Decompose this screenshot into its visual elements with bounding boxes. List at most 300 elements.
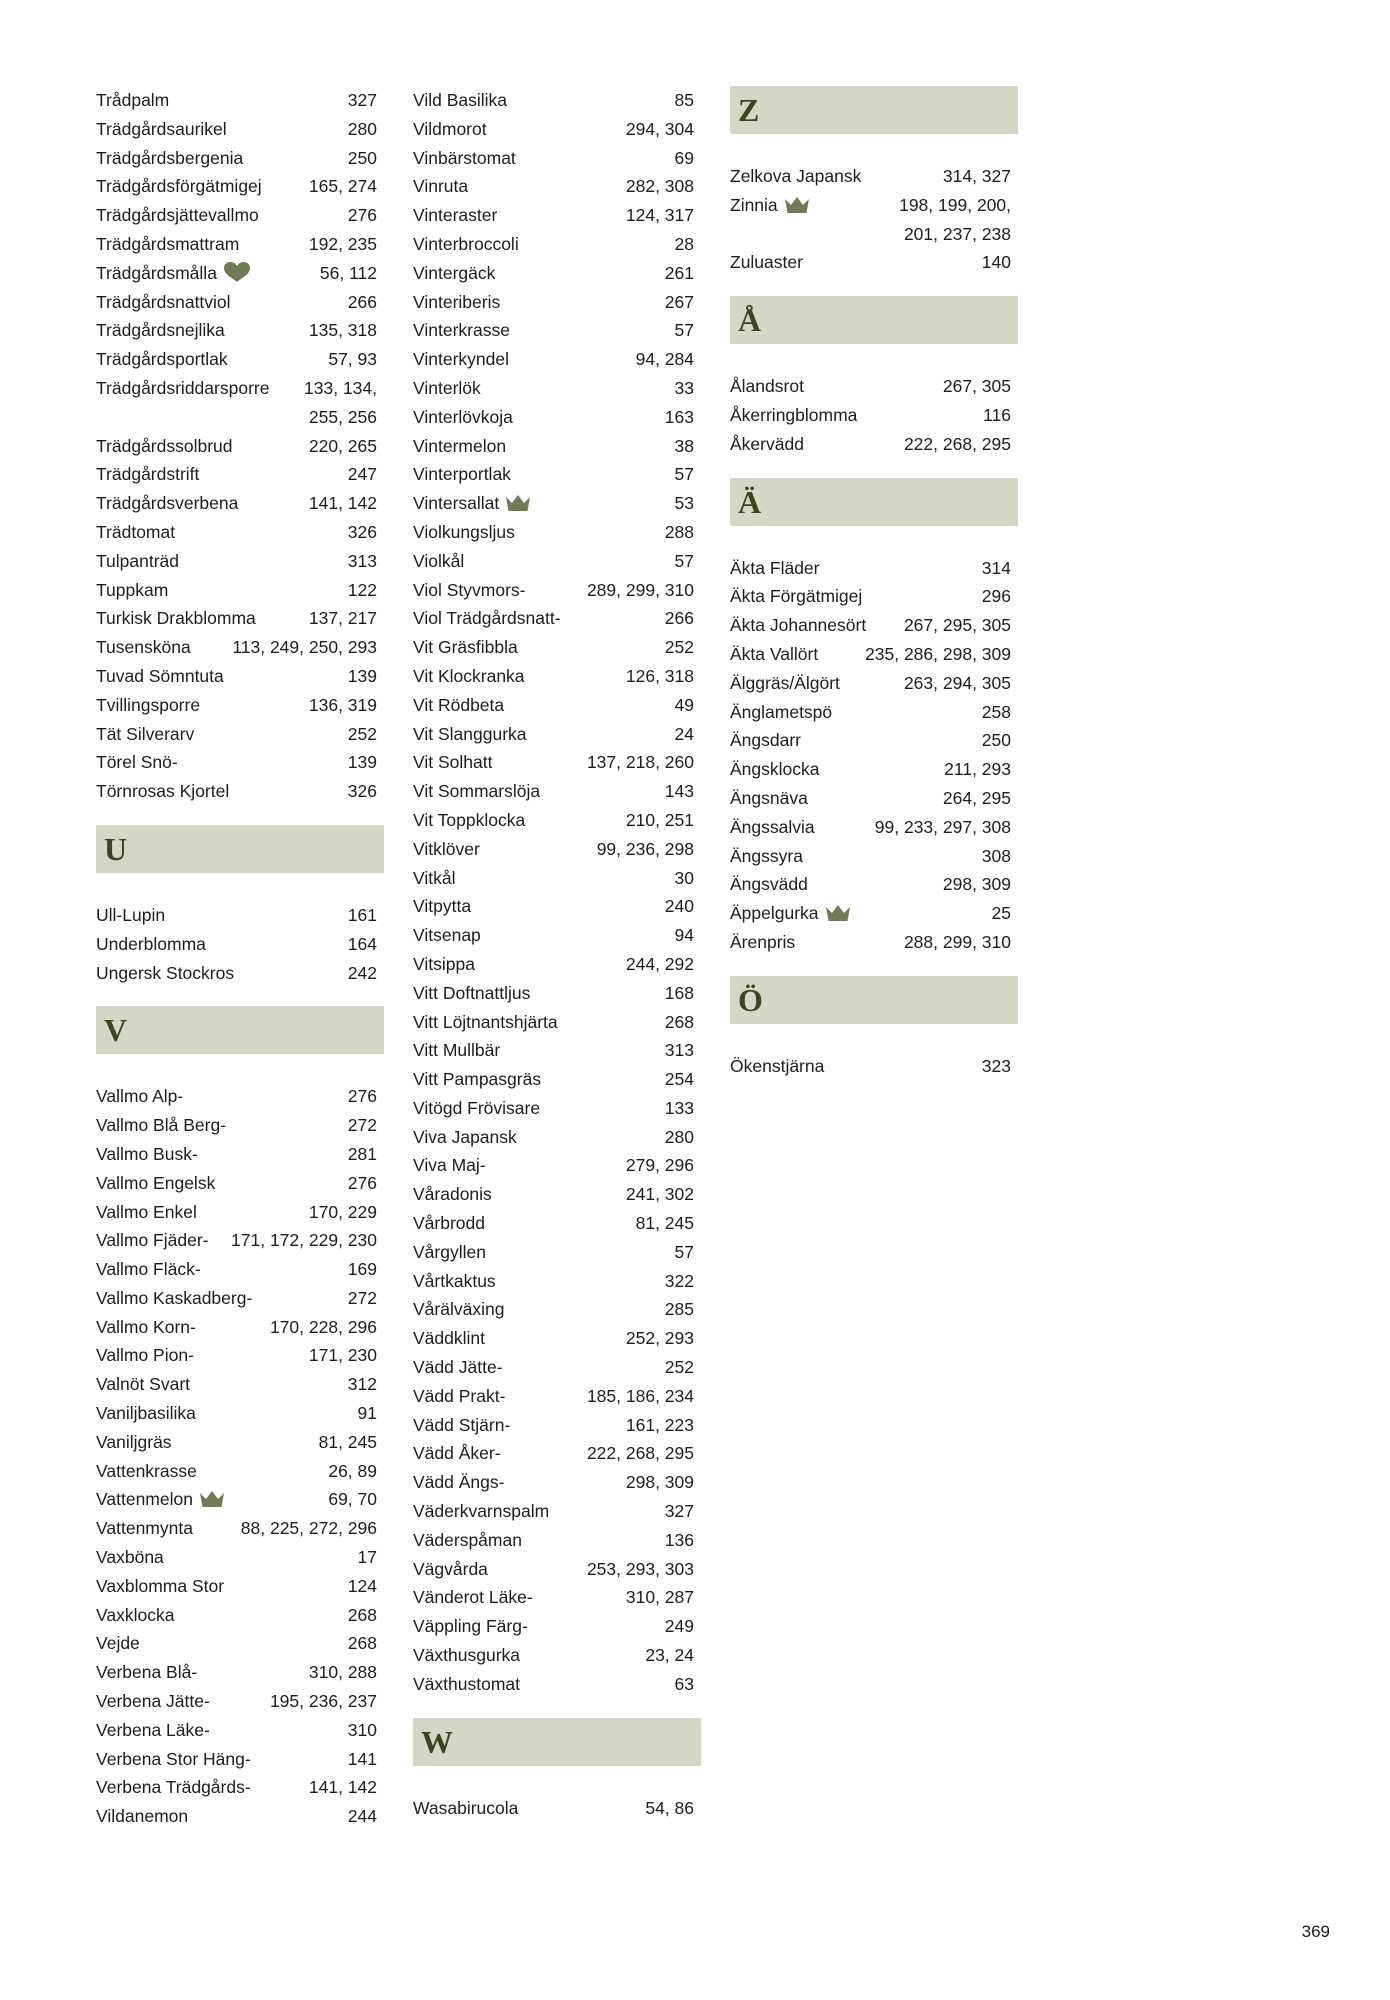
entry-pages: 69, 70 [328, 1489, 377, 1510]
index-entry [413, 1497, 701, 1526]
entry-pages: 253, 293, 303 [586, 1558, 694, 1579]
entry-pages: 268 [664, 1011, 694, 1032]
entry-name-text: Vädd Åker- [413, 1443, 501, 1464]
index-entry [413, 432, 701, 461]
entry-name [96, 547, 179, 576]
entry-name-text: Vallmo Alp- [96, 1086, 184, 1107]
entry-name-text: Vädd Stjärn- [413, 1414, 511, 1435]
index-entry [96, 230, 384, 259]
entry-pages: 268 [347, 1633, 377, 1654]
entry-name-text: Åkerringblomma [730, 404, 858, 425]
entry-pages: 141, 142 [308, 493, 377, 514]
entry-pages: 280 [664, 1126, 694, 1147]
index-entry [413, 1670, 701, 1699]
entry-name [413, 1267, 496, 1296]
entry-name [413, 1065, 541, 1094]
index-entry [413, 691, 701, 720]
entry-name [96, 259, 251, 288]
entry-name [96, 1313, 196, 1342]
entry-pages: 241, 302 [625, 1184, 694, 1205]
entry-pages: 280 [347, 118, 377, 139]
entry-pages: 261 [664, 262, 694, 283]
entry-name-text: Änglametspö [730, 701, 833, 722]
entry-name [413, 691, 504, 720]
entry-pages: 314, 327 [942, 166, 1011, 186]
entry-pages: 249 [664, 1616, 694, 1637]
index-column-3 [730, 86, 1018, 1081]
entry-name [413, 1468, 504, 1497]
index-entry [413, 1411, 701, 1440]
entry-pages: 310 [347, 1719, 377, 1740]
entry-name-text: Vintersallat [413, 493, 500, 514]
entry-name [413, 1526, 522, 1555]
index-entry [96, 777, 384, 806]
index-entry [96, 1802, 384, 1831]
index-entry [413, 201, 701, 230]
entry-name-text: Turkisk Drakblomma [96, 608, 256, 629]
entry-name-text: Tusensköna [96, 637, 191, 658]
index-entry [96, 930, 384, 959]
entry-name-text: Vintermelon [413, 435, 507, 456]
entry-name-text: Tulpanträd [96, 550, 180, 571]
entry-name [413, 748, 492, 777]
entry-name [413, 921, 481, 950]
entry-name-text: Viva Maj- [413, 1155, 486, 1176]
entry-name-text: Ängsklocka [730, 759, 820, 780]
entry-name [730, 755, 820, 784]
entry-name [96, 959, 234, 988]
index-entry [96, 518, 384, 547]
index-column-1 [96, 86, 384, 1831]
index-entry [413, 86, 701, 115]
index-entry [413, 1180, 701, 1209]
entry-name-text: Trädgårdsmattram [96, 233, 240, 254]
entry-pages: 288, 299, 310 [903, 931, 1011, 952]
entry-name [413, 950, 475, 979]
index-entry [730, 669, 1018, 698]
entry-name [96, 1255, 201, 1284]
entry-pages: 185, 186, 234 [586, 1385, 694, 1406]
entry-name-text: Vallmo Kaskadberg- [96, 1287, 253, 1308]
entry-name [413, 547, 464, 576]
entry-pages: 170, 229 [308, 1201, 377, 1222]
index-entry [413, 1353, 701, 1382]
entry-pages: 57 [674, 1241, 694, 1262]
entry-name-text: Tät Silverarv [96, 723, 195, 744]
entry-name [96, 288, 231, 317]
index-entry [96, 172, 384, 201]
entry-name-text: Vinterlövkoja [413, 406, 513, 427]
index-entry [96, 1140, 384, 1169]
index-entry [413, 1094, 701, 1123]
entry-pages: 135, 318 [308, 320, 377, 341]
entry-name-text: Vädd Jätte- [413, 1357, 503, 1378]
entry-name [413, 604, 561, 633]
entry-name-text: Äkta Vallört [730, 643, 819, 664]
index-entry [413, 835, 701, 864]
entry-pages: 53 [674, 493, 694, 514]
entry-name [413, 1583, 533, 1612]
entry-pages: 54, 86 [645, 1797, 694, 1818]
entry-pages: 308 [981, 845, 1011, 866]
entry-pages: 296 [981, 586, 1011, 607]
entry-name-text: Ängsdarr [730, 730, 802, 751]
entry-name [730, 248, 803, 277]
index-entry [413, 1583, 701, 1612]
entry-pages: 326 [347, 781, 377, 802]
entry-pages: 168 [664, 982, 694, 1003]
entry-name-text: Väppling Färg- [413, 1616, 528, 1637]
entry-pages: 327 [347, 90, 377, 110]
entry-name [413, 1411, 510, 1440]
entry-pages: 30 [674, 867, 694, 888]
index-entry [96, 1485, 384, 1514]
entry-name-text: Vinterportlak [413, 464, 511, 485]
entry-name-text: Vårälväxing [413, 1299, 505, 1320]
index-entry [413, 1555, 701, 1584]
entry-name [730, 191, 810, 220]
entry-name [730, 842, 803, 871]
index-entry [730, 899, 1018, 928]
entry-pages: 323 [981, 1055, 1011, 1076]
entry-name [96, 1226, 209, 1255]
entry-name-text: Trädgårdsförgätmigej [96, 176, 262, 197]
entry-name-text: Trädgårdssolbrud [96, 435, 233, 456]
index-entry [96, 316, 384, 345]
index-entry [96, 288, 384, 317]
entry-name [96, 115, 227, 144]
index-entry [96, 144, 384, 173]
index-entry [413, 576, 701, 605]
crown-icon [825, 904, 851, 922]
entry-pages: 25 [991, 903, 1011, 924]
index-entry [413, 748, 701, 777]
entry-name-text: Vattenkrasse [96, 1460, 197, 1481]
entry-pages: 161 [347, 904, 377, 925]
entry-pages: 57 [674, 320, 694, 341]
entry-pages: 267, 295, 305 [903, 615, 1011, 636]
entry-pages: 124, 317 [625, 205, 694, 226]
entry-name [413, 662, 525, 691]
index-entry [96, 633, 384, 662]
entry-name [96, 720, 194, 749]
entry-name [96, 144, 243, 173]
entry-name-text: Växthustomat [413, 1673, 520, 1694]
entry-name-text: Trädgårdsmålla [96, 262, 217, 283]
entry-name-text: Ängssyra [730, 845, 803, 866]
entry-pages: 266 [664, 608, 694, 629]
entry-pages: 17 [357, 1547, 377, 1568]
entry-name-text: Växthusgurka [413, 1645, 521, 1666]
index-entry [96, 259, 384, 288]
entry-name [96, 1169, 215, 1198]
entry-pages: 26, 89 [328, 1460, 377, 1481]
entry-name [413, 316, 510, 345]
entry-pages: 310, 287 [625, 1587, 694, 1608]
index-entry [413, 806, 701, 835]
entry-pages: 242 [347, 962, 377, 983]
entry-name-text: Ängsvädd [730, 874, 808, 895]
entry-pages: 143 [664, 781, 694, 802]
entry-name [96, 518, 175, 547]
index-entry [96, 959, 384, 988]
entry-name [413, 777, 540, 806]
entry-name-text: Ärenpris [730, 931, 796, 952]
entry-name [413, 864, 455, 893]
index-entry [96, 432, 384, 461]
entry-name [730, 401, 857, 430]
entry-pages: 250 [981, 730, 1011, 751]
entry-pages: 276 [347, 1086, 377, 1107]
index-entry [413, 1238, 701, 1267]
entry-name-text: Vildmorot [413, 118, 487, 139]
index-entry [413, 403, 701, 432]
entry-name-text: Vit Sommarslöja [413, 781, 541, 802]
entry-pages: 63 [674, 1673, 694, 1694]
section-header-letter: Å [730, 296, 1018, 344]
entry-pages: 137, 217 [308, 608, 377, 629]
index-entry [730, 611, 1018, 640]
index-entry [96, 1601, 384, 1630]
crown-icon [199, 1490, 225, 1508]
index-entry [96, 1629, 384, 1658]
index-entry [413, 1123, 701, 1152]
entry-name-text: Vitsenap [413, 925, 481, 946]
entry-pages: 140 [981, 252, 1011, 273]
entry-name [96, 1399, 196, 1428]
entry-name-text: Vänderot Läke- [413, 1587, 533, 1608]
entry-name-text: Väddklint [413, 1328, 485, 1349]
entry-name [413, 230, 519, 259]
entry-pages: 165, 274 [308, 176, 377, 197]
entry-name [96, 86, 169, 115]
entry-name-text: Trädgårdsnejlika [96, 320, 225, 341]
entry-pages: 139 [347, 665, 377, 686]
entry-pages: 244, 292 [625, 953, 694, 974]
entry-name [96, 230, 239, 259]
entry-pages: 222, 268, 295 [586, 1443, 694, 1464]
index-entry [413, 1526, 701, 1555]
entry-name-text: Vaniljgräs [96, 1431, 172, 1452]
index-entry [96, 1370, 384, 1399]
entry-name [96, 1140, 198, 1169]
entry-name-text: Violkungsljus [413, 521, 515, 542]
index-entry [96, 662, 384, 691]
index-entry [413, 144, 701, 173]
index-entry [96, 1687, 384, 1716]
entry-name [413, 1209, 485, 1238]
entry-name [413, 288, 500, 317]
entry-name [96, 489, 238, 518]
entry-name-text: Väderkvarnspalm [413, 1501, 550, 1522]
entry-name-text: Trädgårdstrift [96, 464, 200, 485]
entry-name [413, 633, 518, 662]
entry-name [96, 1457, 197, 1486]
index-entry [413, 518, 701, 547]
entry-pages: 85 [674, 90, 694, 110]
index-entry [413, 1382, 701, 1411]
entry-name-text: Vildanemon [96, 1806, 189, 1827]
index-entry [730, 582, 1018, 611]
entry-name-text: Underblomma [96, 933, 206, 954]
entry-pages: 263, 294, 305 [903, 672, 1011, 693]
section-header-letter: Z [730, 86, 1018, 134]
entry-name-text: Vaxböna [96, 1547, 164, 1568]
index-entry [413, 892, 701, 921]
index-entry [413, 921, 701, 950]
entry-name [730, 669, 840, 698]
index-entry [96, 1773, 384, 1802]
section-header-letter: V [96, 1006, 384, 1054]
entry-name [96, 374, 269, 403]
entry-name [730, 928, 795, 957]
entry-name-text: Ålandsrot [730, 376, 804, 397]
index-entry [730, 248, 1018, 277]
entry-pages: 298, 309 [625, 1472, 694, 1493]
index-entry [730, 870, 1018, 899]
entry-name [413, 892, 471, 921]
entry-name [96, 172, 262, 201]
entry-name-text: Vit Klockranka [413, 665, 525, 686]
index-entry [413, 316, 701, 345]
index-entry [96, 489, 384, 518]
entry-pages: 171, 172, 229, 230 [231, 1230, 377, 1251]
entry-name-text: Vitpytta [413, 896, 472, 917]
entry-name-text: Vinruta [413, 176, 469, 197]
entry-name-text: Verbena Jätte- [96, 1691, 210, 1712]
entry-name-text: Vattenmelon [96, 1489, 193, 1510]
entry-name-text: Trädgårdsjättevallmo [96, 205, 259, 226]
entry-pages: 252 [664, 1357, 694, 1378]
entry-pages: 298, 309 [942, 874, 1011, 895]
entry-pages: 88, 225, 272, 296 [240, 1518, 377, 1539]
entry-pages: 139 [347, 752, 377, 773]
entry-name [413, 259, 495, 288]
entry-name-text: Vintergäck [413, 262, 496, 283]
entry-name [413, 1036, 500, 1065]
entry-name-text: Trädgårdsriddarsporre [96, 377, 270, 398]
entry-pages: 133, 134, [304, 377, 377, 398]
entry-name-text: Vallmo Fjäder- [96, 1230, 209, 1251]
entry-name [413, 1151, 486, 1180]
entry-name [730, 162, 861, 191]
index-entry [413, 1036, 701, 1065]
index-entry [730, 842, 1018, 871]
index-entry [96, 1514, 384, 1543]
entry-name [730, 372, 804, 401]
entry-name-text: Vinteriberis [413, 291, 501, 312]
entry-name-text: Vinterkyndel [413, 349, 509, 370]
entry-pages: 126, 318 [625, 665, 694, 686]
entry-name-text: Zinnia [730, 194, 778, 215]
page-number: 369 [1301, 1922, 1330, 1941]
entry-name-text: Vitt Pampasgräs [413, 1069, 542, 1090]
entry-name-text: Vaxblomma Stor [96, 1575, 225, 1596]
entry-name-text: Vitögd Frövisare [413, 1097, 541, 1118]
entry-name-text: Ängssalvia [730, 816, 815, 837]
entry-pages: 220, 265 [308, 435, 377, 456]
entry-name [413, 576, 525, 605]
entry-name [96, 1514, 193, 1543]
index-entry [413, 374, 701, 403]
entry-name [96, 748, 178, 777]
entry-pages: 91 [357, 1403, 377, 1424]
entry-name [730, 554, 819, 583]
entry-name [96, 1572, 224, 1601]
entry-pages: 255, 256 [308, 406, 377, 427]
entry-name [96, 460, 199, 489]
entry-name [96, 1802, 188, 1831]
entry-pages: 164 [347, 933, 377, 954]
index-entry [96, 374, 384, 403]
entry-name [413, 835, 480, 864]
index-entry [413, 1267, 701, 1296]
entry-pages: 322 [664, 1270, 694, 1291]
index-entry [96, 1428, 384, 1457]
entry-pages: 279, 296 [625, 1155, 694, 1176]
index-entry [413, 1468, 701, 1497]
section-header-letter: Ä [730, 478, 1018, 526]
entry-name [413, 201, 497, 230]
entry-name [96, 1716, 210, 1745]
index-entry [413, 1439, 701, 1468]
entry-name [413, 720, 527, 749]
entry-name [730, 611, 866, 640]
entry-name-text: Vitkål [413, 867, 456, 888]
index-entry [96, 1341, 384, 1370]
entry-pages: 33 [674, 377, 694, 398]
index-entry [730, 554, 1018, 583]
index-entry [413, 172, 701, 201]
index-entry [96, 691, 384, 720]
entry-pages: 252 [664, 637, 694, 658]
index-entry [413, 547, 701, 576]
entry-pages: 122 [347, 579, 377, 600]
entry-pages: 282, 308 [625, 176, 694, 197]
entry-pages: 57 [674, 464, 694, 485]
heart-icon [223, 262, 251, 282]
index-entry [96, 1572, 384, 1601]
index-entry [730, 162, 1018, 191]
entry-name [96, 201, 259, 230]
entry-pages: 38 [674, 435, 694, 456]
entry-pages: 252, 293 [625, 1328, 694, 1349]
index-entry [730, 784, 1018, 813]
entry-name-text: Vallmo Engelsk [96, 1172, 216, 1193]
entry-name-text: Wasabirucola [413, 1797, 519, 1818]
entry-name [413, 172, 468, 201]
entry-name [413, 1612, 528, 1641]
index-entry [730, 698, 1018, 727]
entry-pages: 272 [347, 1287, 377, 1308]
entry-name [96, 1629, 140, 1658]
entry-pages: 169 [347, 1259, 377, 1280]
index-entry [96, 1716, 384, 1745]
entry-pages: 57 [674, 550, 694, 571]
section-header-letter: U [96, 825, 384, 873]
entry-name [96, 1601, 174, 1630]
entry-name-text: Vit Gräsfibbla [413, 637, 518, 658]
entry-name [413, 518, 515, 547]
index-entry [96, 576, 384, 605]
entry-name [413, 979, 530, 1008]
entry-name-text: Viol Styvmors- [413, 579, 526, 600]
entry-name-text: Törel Snö- [96, 752, 178, 773]
index-entry [413, 1794, 701, 1823]
entry-name [413, 1324, 485, 1353]
index-entry [96, 720, 384, 749]
entry-name [96, 604, 256, 633]
